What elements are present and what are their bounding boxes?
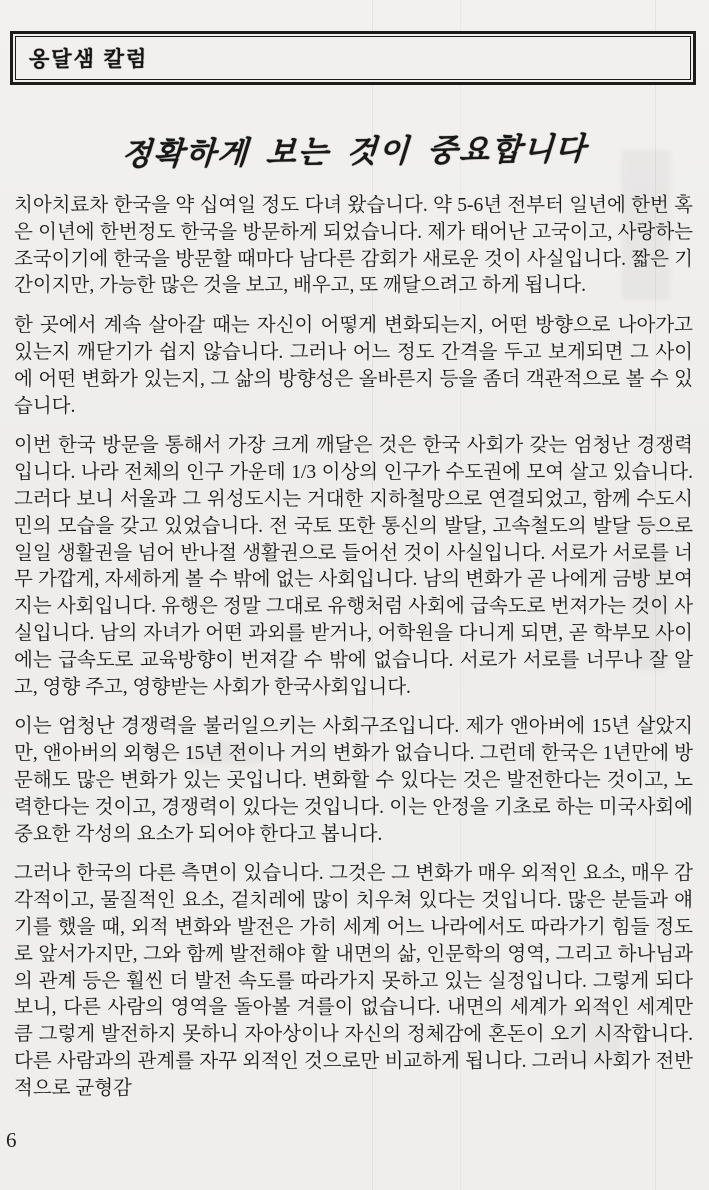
column-header-label: 옹달샘 칼럼 (29, 48, 149, 71)
body-paragraph: 한 곳에서 계속 살아갈 때는 자신이 어떻게 변화되는지, 어떤 방향으로 나아가고 있는지 깨닫기가 쉽지 않습니다. 그러나 어느 정도 간격을 두고 보게되면 그 사이에 어떤 변화가 있는지, 그 삶의 방향성은 올바른지 등을 좀더 객관적으로 볼 수 있습니다. (14, 315, 693, 417)
column-header-box (10, 31, 696, 85)
page-number: 6 (6, 1128, 17, 1152)
body-paragraph: 이번 한국 방문을 통해서 가장 크게 깨달은 것은 한국 사회가 갖는 엄청난 경쟁력입니다. 나라 전체의 인구 가운데 1/3 이상의 인구가 수도권에 모여 살고 있습니다. 그러다 보니 서울과 그 위성도시는 거대한 지하철망으로 연결되었고, 함께 수도시민의 모습을 갖고 있었습니다. 전 국토 또한 통신의 발달, 고속철도의 발달 등으로 일일 생활권을 넘어 반나절 생활권으로 들어선 것이 사실입니다. 서로가 서로를 너무 가깝게, 자세하게 볼 수 밖에 없는 사회입니다. 남의 변화가 곧 나에게 금방 보여지는 사회입니다. 유행은 정말 그대로 유행처럼 사회에 급속도로 번져가는 것이 사실입니다. 남의 자녀가 어떤 과외를 받거나, 어학원을 다니게 되면, 곧 학부모 사이에는 급속도로 교육방향이 번져갈 수 밖에 없습니다. 서로가 서로를 너무나 잘 알고, 영향 주고, 영향받는 사회가 한국사회입니다. (14, 435, 693, 698)
column-header-inner-rule (15, 36, 691, 80)
body-paragraph: 치아치료차 한국을 약 십여일 정도 다녀 왔습니다. 약 5-6년 전부터 일년에 한번 혹은 이년에 한번정도 한국을 방문하게 되었습니다. 제가 태어난 고국이고, 사랑하는 조국이기에 한국을 방문할 때마다 남다른 감회가 새로운 것이 사실입니다. 짧은 기간이지만, 가능한 많은 것을 보고, 배우고, 또 깨달으려고 하게 됩니다. (14, 195, 693, 297)
article-body (14, 193, 693, 1116)
article-title-handwritten: 정확하게 보는 것이 중요합니다 (120, 131, 589, 172)
body-paragraph: 그러나 한국의 다른 측면이 있습니다. 그것은 그 변화가 매우 외적인 요소, 매우 감각적이고, 물질적인 요소, 겉치레에 많이 치우쳐 있다는 것입니다. 많은 분들과 얘기를 했을 때, 외적 변화와 발전은 가히 세계 어느 나라에서도 따라가기 힘들 정도로 앞서가지만, 그와 함께 발전해야 할 내면의 삶, 인문학의 영역, 그리고 하나님과의 관계 등은 훨씬 더 발전 속도를 따라가지 못하고 있는 실정입니다. 그렇게 되다 보니, 다른 사람의 영역을 돌아볼 겨를이 없습니다. 내면의 세계가 외적인 세계만큼 그렇게 발전하지 못하니 자아상이나 자신의 정체감에 혼돈이 오기 시작합니다. 다른 사람과의 관계를 자꾸 외적인 것으로만 비교하게 됩니다. 그러니 사회가 전반적으로 균형감 (14, 863, 693, 1099)
body-paragraph: 이는 엄청난 경쟁력을 불러일으키는 사회구조입니다. 제가 앤아버에 15년 살았지만, 앤아버의 외형은 15년 전이나 거의 변화가 없습니다. 그런데 한국은 1년만에 방문해도 많은 변화가 있는 곳입니다. 변화할 수 있다는 것은 발전한다는 것이고, 노력한다는 것이고, 경쟁력이 있다는 것입니다. 이는 안정을 기초로 하는 미국사회에 중요한 각성의 요소가 되어야 한다고 봅니다. (14, 716, 693, 845)
